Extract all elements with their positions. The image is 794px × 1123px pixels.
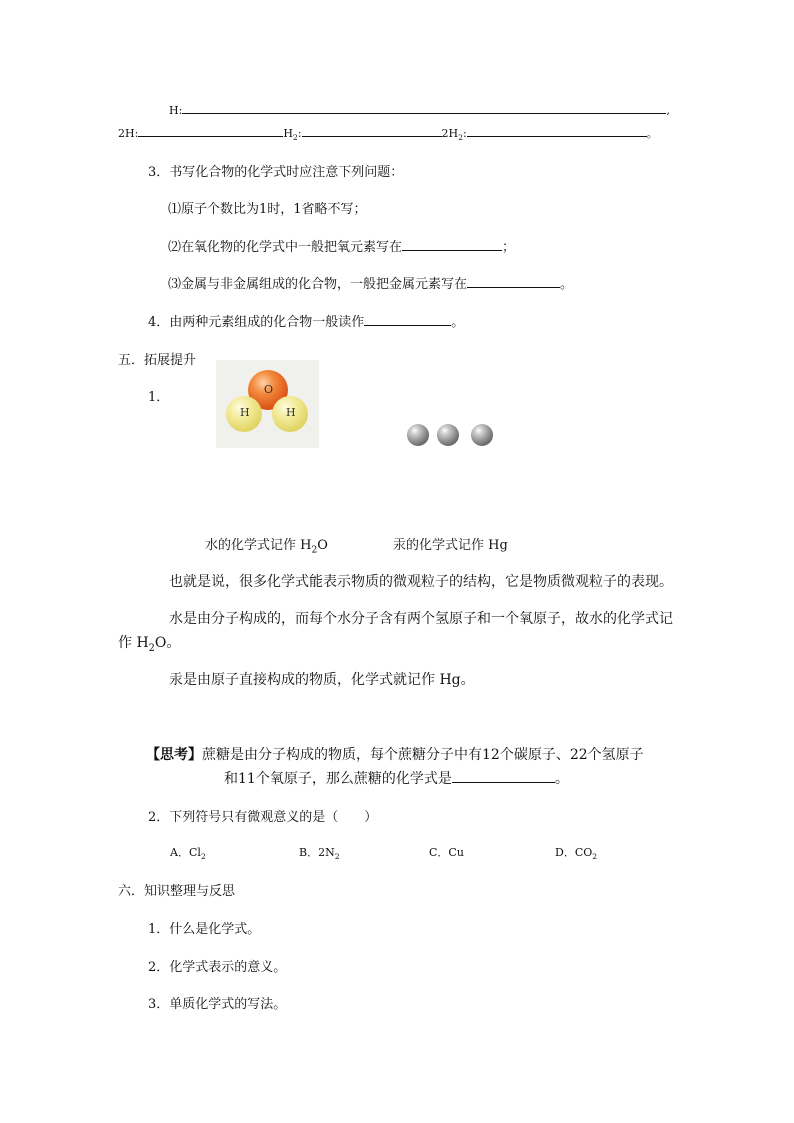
q2: 2．下列符号只有微观意义的是（ ）: [148, 810, 378, 825]
section6-item3: 3．单质化学式的写法。: [148, 997, 287, 1012]
think-text-1: 蔗糖是由分子构成的物质，每个蔗糖分子中有12个碳原子、22个氢原子: [202, 747, 644, 763]
item4: [148, 311, 464, 330]
item4-text: 4．由两种元素组成的化合物一般读作: [148, 315, 365, 330]
item3-sub2-blank[interactable]: [402, 239, 502, 251]
section6-item1: 1．什么是化学式。: [148, 922, 261, 937]
option-d[interactable]: D．$CO_2$: [555, 846, 598, 862]
line2-end: 。: [646, 127, 658, 140]
section5-title: 五．拓展提升: [118, 353, 197, 368]
para1: 也就是说，很多化学式能表示物质的微观粒子的结构，它是物质微观粒子的表现。: [169, 574, 673, 590]
twoh-blank[interactable]: [138, 125, 283, 137]
h-end: ,: [666, 104, 670, 117]
item3-sub2-text: ⑵在氧化物的化学式中一般把氧元素写在: [168, 240, 403, 255]
oxygen-label: O: [264, 383, 274, 396]
h2-blank[interactable]: [302, 125, 442, 137]
formula-line-2: [118, 125, 658, 142]
h-label: H:: [169, 104, 183, 117]
option-c[interactable]: C．Cu: [429, 846, 464, 859]
para3: 汞是由原子直接构成的物质，化学式就记作 Hg。: [169, 672, 475, 688]
item4-end: 。: [451, 315, 465, 330]
item3-sub1: ⑴原子个数比为1时，1省略不写；: [168, 202, 367, 217]
item3-title: 3．书写化合物的化学式时应注意下列问题：: [148, 165, 404, 180]
think-end: 。: [554, 771, 569, 787]
para2-line1: 水是由分子构成的，而每个水分子含有两个氢原子和一个氧原子，故水的化学式记: [169, 611, 673, 627]
mercury-atom-2: [437, 424, 459, 446]
think-text-2: 和11个氧原子，那么蔗糖的化学式是: [224, 771, 452, 787]
caption-mercury: 汞的化学式记作 Hg: [393, 538, 508, 553]
h-line: [169, 102, 670, 117]
think-line1: [146, 744, 644, 764]
option-b[interactable]: B．$2N_2$: [299, 846, 340, 862]
item3-sub3: [168, 273, 573, 292]
h2-label: $H_2$:: [283, 127, 302, 143]
h-blank[interactable]: [182, 102, 666, 114]
item3-sub2-end: ；: [502, 240, 516, 255]
hydrogen-label-right: H: [286, 406, 296, 419]
item3-sub3-end: 。: [560, 277, 574, 292]
water-molecule-figure: [216, 360, 319, 448]
section6-title: 六．知识整理与反思: [118, 884, 236, 899]
think-blank[interactable]: [452, 771, 555, 783]
option-a[interactable]: A．$Cl_2$: [170, 846, 206, 862]
twoh2-blank[interactable]: [467, 125, 647, 137]
think-line2: [224, 768, 569, 788]
think-label: 【思考】: [146, 747, 202, 763]
item3-sub2: [168, 236, 515, 255]
item3-sub3-blank[interactable]: [467, 276, 560, 288]
section6-item2: 2．化学式表示的意义。: [148, 960, 287, 975]
twoh2-label: $2H_2$:: [441, 127, 467, 143]
para2-line2: 作 $H_2O$。: [118, 635, 181, 654]
caption-water: 水的化学式记作 $H_2O$: [205, 538, 328, 556]
hydrogen-label-left: H: [240, 406, 250, 419]
q1-number: 1．: [148, 390, 170, 405]
twoh-label: 2H:: [118, 127, 139, 140]
mercury-atom-3: [471, 424, 493, 446]
mercury-atom-1: [407, 424, 429, 446]
item4-blank[interactable]: [364, 314, 451, 326]
item3-sub3-text: ⑶金属与非金属组成的化合物，一般把金属元素写在: [168, 277, 468, 292]
